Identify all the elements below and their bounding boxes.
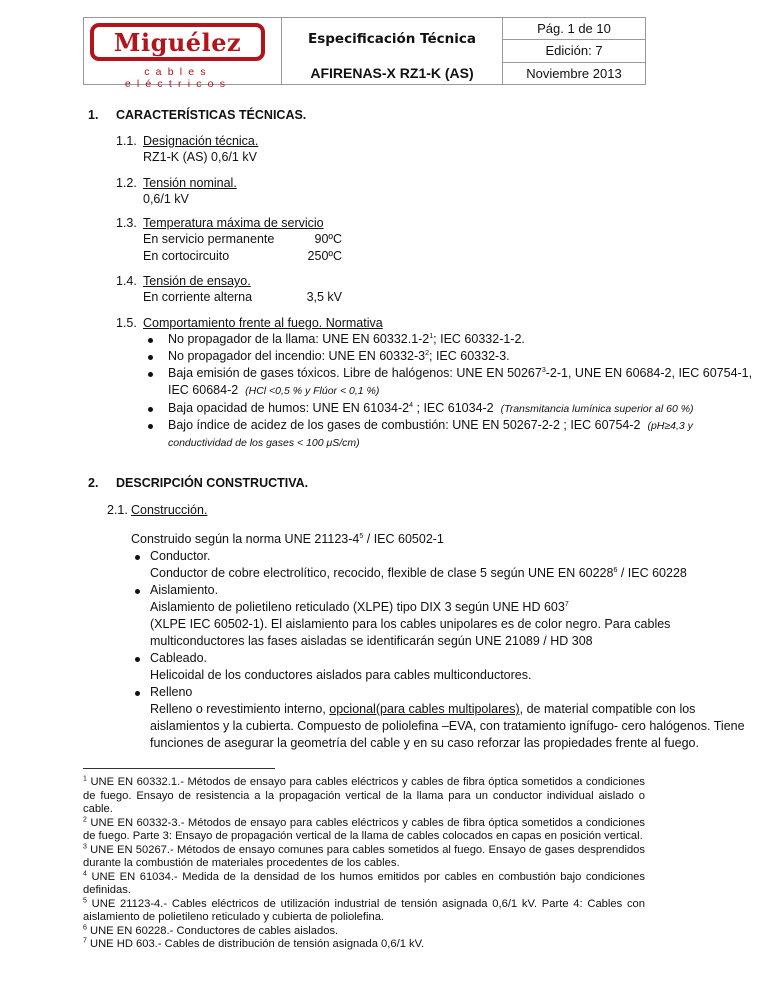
company-logo bbox=[90, 23, 265, 61]
footnote-text: reticulado y cubierta de poliolefina. bbox=[211, 911, 385, 923]
footnote-6 bbox=[83, 925, 645, 939]
meta-cell bbox=[503, 18, 645, 84]
edition: Edición: 7 bbox=[503, 39, 645, 61]
s1-3-row-value: 250ºC bbox=[307, 249, 342, 263]
bullet-text: No propagador de la llama: UNE EN 60332.1-2 bbox=[168, 332, 430, 346]
aislamiento-line-3: multiconductores las fases aisladas se identificarán según UNE 21089 / HD 308 bbox=[150, 634, 593, 648]
relleno-desc: Relleno o revestimiento interno, bbox=[150, 702, 330, 716]
footnote-text: resistencia a la propagación vertical de la llama para un conductor individual aislado o cable. bbox=[83, 789, 646, 815]
intro-text: Construido según la norma UNE 21123-4 bbox=[131, 532, 360, 546]
s1-3-title: Temperatura máxima de servicio bbox=[143, 216, 324, 230]
bullet-text: IEC 60684-2 bbox=[168, 383, 239, 397]
conductor-text bbox=[150, 566, 687, 580]
bullet-icon bbox=[135, 589, 140, 594]
bullet-icon bbox=[148, 355, 153, 360]
footnote-1 bbox=[83, 776, 645, 817]
s1-1-value: RZ1-K (AS) 0,6/1 kV bbox=[143, 150, 257, 164]
footnote-text: UNE EN 61034.- Medida de la densidad de los humos emitidos por cables en combustión bajo condiciones definidas. bbox=[83, 870, 645, 896]
footnote-text: UNE EN 50267.- Métodos de ensayo comunes para cables sometidos al fuego. Ensayo de gases desprendidos durante la bbox=[83, 843, 646, 869]
fire-bullet-2 bbox=[168, 349, 510, 363]
footnote-ref: 1 bbox=[429, 332, 434, 340]
footnote-7 bbox=[83, 938, 645, 952]
footnote-ref: 2 bbox=[425, 349, 430, 357]
footnote-number: 6 bbox=[83, 923, 87, 931]
fire-bullet-5 bbox=[168, 418, 693, 432]
bullet-icon bbox=[135, 555, 140, 560]
s1-3-number: 1.3. bbox=[116, 216, 137, 230]
s1-4-number: 1.4. bbox=[116, 274, 137, 288]
s2-1-number: 2.1. bbox=[107, 503, 128, 517]
bullet-text: -2-1, UNE EN 60684-2, IEC 60754-1, bbox=[545, 366, 753, 380]
s1-2-value: 0,6/1 kV bbox=[143, 192, 189, 206]
bullet-text: ; IEC 61034-2 bbox=[413, 401, 494, 415]
relleno-line-2: aislamientos y la cubierta. Compuesto de poliolefina –EVA, con tratamiento ignífugo- cero halógenos. Tiene bbox=[150, 719, 745, 733]
bullet-note: (HCl <0,5 % y Flúor < 0,1 %) bbox=[245, 385, 380, 397]
aislamiento-line-2: (XLPE IEC 60502-1). El aislamiento para los cables unipolares es de color negro. Para cables bbox=[150, 617, 671, 631]
bullet-text: Baja emisión de gases tóxicos. Libre de halógenos: UNE EN 50267 bbox=[168, 366, 542, 380]
footnote-text: UNE EN 60332-3.- Métodos de ensayo para cables eléctricos y cables de fibra óptica sometidos a condiciones de fuego. Parte 3: bbox=[83, 816, 646, 842]
doc-type: Especificación Técnica bbox=[308, 31, 476, 47]
fire-bullet-5-cont: conductividad de los gases < 100 μS/cm) bbox=[168, 437, 360, 449]
footnote-text: combustión de materiales procedentes de los cables. bbox=[135, 857, 400, 869]
bullet-note: (pH≥4,3 y bbox=[647, 420, 693, 432]
bullet-text: ; IEC 60332-1-2. bbox=[433, 332, 525, 346]
s1-3-row-label: En cortocircuito bbox=[143, 249, 230, 263]
bullet-icon bbox=[148, 407, 153, 412]
bullet-note: (Transmitancia lumínica superior al 60 %) bbox=[500, 403, 694, 415]
bullet-icon bbox=[135, 691, 140, 696]
s1-1-number: 1.1. bbox=[116, 134, 137, 148]
footnote-number: 5 bbox=[83, 896, 87, 904]
conductor-desc: Conductor de cobre electrolítico, recocido, flexible de clase 5 según UNE EN 60228 bbox=[150, 566, 614, 580]
relleno-line-3: funciones de asegurar la geometría del cable y en su caso reforzar las propiedades frente al fuego. bbox=[150, 736, 699, 750]
footnote-text: UNE EN 60228.- Conductores de cables aislados. bbox=[90, 924, 339, 937]
product-code: AFIRENAS-X RZ1-K (AS) bbox=[310, 65, 474, 81]
relleno-desc: , de material compatible con los bbox=[519, 702, 696, 716]
fire-bullet-4 bbox=[168, 401, 694, 415]
logo-cell bbox=[84, 18, 282, 90]
section-2-title: DESCRIPCIÓN CONSTRUCTIVA. bbox=[116, 476, 309, 490]
footnote-separator bbox=[83, 768, 275, 769]
s1-2-number: 1.2. bbox=[116, 176, 137, 190]
footnote-ref: 7 bbox=[564, 600, 569, 608]
footnote-text: Ensayo de propagación vertical de la llama de cables colocados en capas en posición vertical. bbox=[175, 830, 643, 842]
cableado-title: Cableado. bbox=[150, 651, 207, 665]
s1-4-row-label: En corriente alterna bbox=[143, 290, 253, 304]
intro-text: / IEC 60502-1 bbox=[363, 532, 444, 546]
fire-bullet-3-cont bbox=[168, 383, 379, 397]
footnote-number: 4 bbox=[83, 869, 87, 877]
bullet-icon bbox=[148, 372, 153, 377]
footnote-number: 3 bbox=[83, 842, 87, 850]
bullet-text: Baja opacidad de humos: UNE EN 61034-2 bbox=[168, 401, 410, 415]
document-header bbox=[83, 17, 646, 90]
fire-bullet-3 bbox=[168, 366, 752, 380]
s2-1-title: Construcción. bbox=[131, 503, 208, 517]
relleno-line-1 bbox=[150, 702, 695, 716]
footnote-number: 2 bbox=[83, 815, 87, 823]
construction-intro bbox=[131, 532, 444, 546]
s1-3-row-label: En servicio permanente bbox=[143, 232, 275, 246]
logo-name: Miguélez bbox=[113, 27, 242, 57]
bullet-text: Bajo índice de acidez de los gases de combustión: UNE EN 50267-2-2 ; IEC 60754-2 bbox=[168, 418, 641, 432]
s1-3-row-value: 90ºC bbox=[314, 232, 342, 246]
relleno-optional: opcional(para cables multipolares) bbox=[329, 702, 520, 716]
footnote-text: UNE 21123-4.- Cables eléctricos de utilización industrial de tensión asignada 0,6/1 kV. Parte 4: Cables con aislamiento de polietileno bbox=[83, 897, 646, 923]
s1-1-title: Designación técnica. bbox=[143, 134, 259, 148]
section-1-title: CARACTERÍSTICAS TÉCNICAS. bbox=[116, 108, 307, 122]
aislamiento-desc: Aislamiento de polietileno reticulado (XLPE) tipo DIX 3 según UNE HD 603 bbox=[150, 600, 565, 614]
s1-5-number: 1.5. bbox=[116, 316, 137, 330]
page-number: Pág. 1 de 10 bbox=[537, 21, 611, 37]
footnote-text: UNE EN 60332.1.- Métodos de ensayo para cables eléctricos y cables de fibra óptica sometidos a condiciones de fuego. Ensayo de bbox=[83, 776, 645, 802]
footnote-ref: 6 bbox=[613, 566, 618, 574]
bullet-text: ; IEC 60332-3. bbox=[429, 349, 510, 363]
s1-2-title: Tensión nominal. bbox=[143, 176, 237, 190]
footnote-number: 7 bbox=[83, 937, 87, 945]
logo-tagline: cables eléctricos bbox=[124, 66, 232, 90]
cableado-text: Helicoidal de los conductores aislados para cables multiconductores. bbox=[150, 668, 532, 682]
bullet-text: No propagador del incendio: UNE EN 60332-3 bbox=[168, 349, 426, 363]
footnote-5 bbox=[83, 898, 645, 925]
section-1-number: 1. bbox=[88, 108, 99, 122]
bullet-icon bbox=[148, 338, 153, 343]
footnote-ref: 5 bbox=[359, 532, 364, 540]
conductor-title: Conductor. bbox=[150, 549, 211, 563]
footnote-ref: 4 bbox=[409, 401, 414, 409]
footnote-3 bbox=[83, 844, 645, 871]
footnote-text: UNE HD 603.- Cables de distribución de tensión asignada 0,6/1 kV. bbox=[90, 938, 425, 950]
footnote-number: 1 bbox=[83, 775, 87, 783]
bullet-icon bbox=[135, 657, 140, 662]
s1-4-row-value: 3,5 kV bbox=[306, 290, 342, 304]
relleno-title: Relleno bbox=[150, 685, 193, 699]
bullet-icon bbox=[148, 424, 153, 429]
conductor-desc: / IEC 60228 bbox=[617, 566, 687, 580]
aislamiento-title: Aislamiento. bbox=[150, 583, 219, 597]
date: Noviembre 2013 bbox=[503, 62, 645, 84]
s1-4-title: Tensión de ensayo. bbox=[143, 274, 251, 288]
aislamiento-line-1 bbox=[150, 600, 569, 614]
fire-bullet-1 bbox=[168, 332, 525, 346]
section-2-number: 2. bbox=[88, 476, 99, 490]
footnote-ref: 3 bbox=[541, 366, 546, 374]
footnotes bbox=[83, 776, 645, 952]
title-cell bbox=[282, 18, 503, 84]
footnote-2 bbox=[83, 817, 645, 844]
s1-5-title: Comportamiento frente al fuego. Normativa bbox=[143, 316, 383, 330]
footnote-4 bbox=[83, 871, 645, 898]
